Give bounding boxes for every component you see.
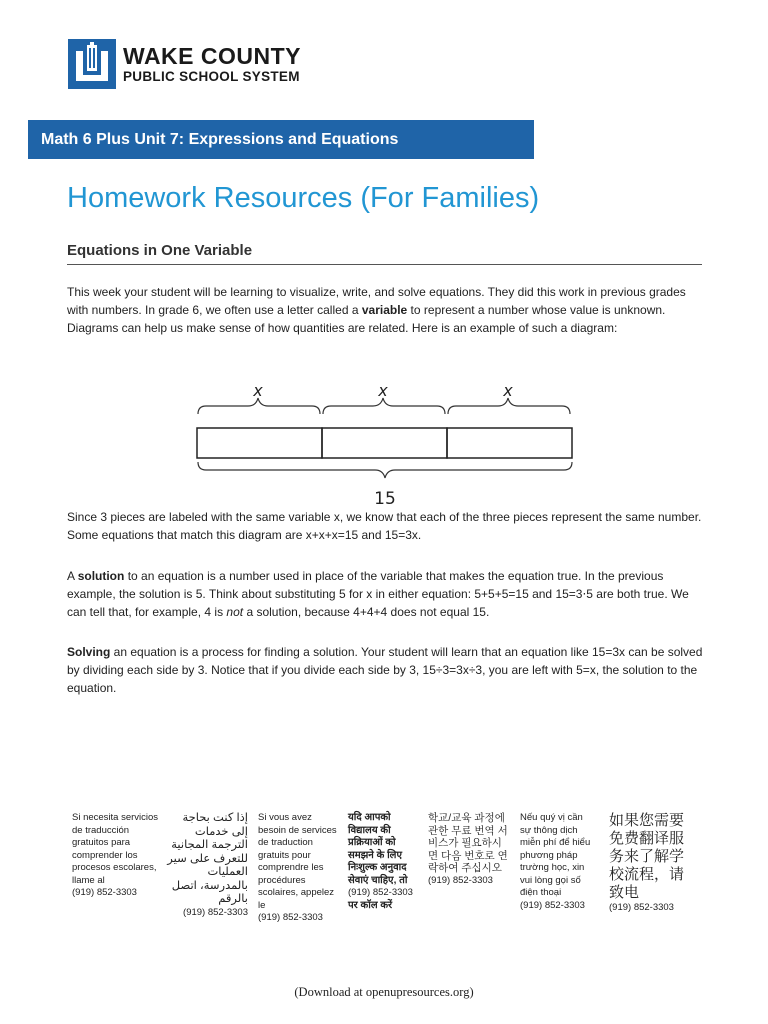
logo-subtitle: PUBLIC SCHOOL SYSTEM [123, 68, 300, 84]
term-variable: variable [361, 303, 408, 317]
translation-spanish: Si necesita servicios de traducción gratuitos para comprender los procesos escolares, llame al (919) 852-3303 [72, 812, 159, 898]
piece-label-2: x [378, 381, 388, 400]
translation-french: Si vous avez besoin de services de traduction gratuits pour comprendre les procédures scolaires, appelez le (919) 852-3303 [258, 812, 337, 923]
logo-name: WAKE COUNTY [123, 42, 301, 69]
since-paragraph: Since 3 pieces are labeled with the same variable x, we know that each of the three pieces represent the same number. Some equations that match this diagram are x+x+x=15 and 15=3x. [67, 510, 702, 542]
tape-diagram [190, 378, 580, 508]
unit-banner: Math 6 Plus Unit 7: Expressions and Equations [28, 120, 534, 159]
piece-label-3: x [503, 381, 513, 400]
section-divider [67, 264, 702, 265]
translation-chinese: 如果您需要免费翻译服务来了解学校流程，请致电 (919) 852-3303 [609, 812, 685, 913]
top-brace-3 [448, 398, 570, 414]
translation-korean: 학교/교육 과정에 관한 무료 번역 서비스가 필요하시면 다음 번호로 연락하여 주십시오 (919) 852-3303 [428, 812, 508, 886]
intro-paragraph: This week your student will be learning to visualize, write, and solve equations. They did this work in previous grades with numbers. In grade 6, we often use a letter called a variable to represent a number whose value is unknown. Diagrams can help us make sense of how quantities are related. Here is an example of such a diagram: [67, 285, 686, 335]
download-note: (Download at openupresources.org) [294, 985, 474, 999]
term-solving: Solving [67, 645, 111, 659]
term-solution: solution [77, 569, 125, 583]
solution-paragraph: A solution to an equation is a number used in place of the variable that makes the equation true. In the previous example, the solution is 5. Think about substituting 5 for x in either equation: 5+5+5=15 and 15=3⋅5 are both true. We can tell that, for example, 4 is not a solution, because 4+4+4 does not equal 15. [67, 569, 689, 619]
district-logo [68, 39, 301, 89]
section-heading: Equations in One Variable [67, 242, 253, 259]
translation-vietnamese: Nếu quý vị cần sự thông dịch miễn phí để hiểu phương pháp trường học, xin vui lòng gọi số điện thoại (919) 852-3303 [520, 812, 591, 911]
tape-piece-2 [322, 428, 447, 458]
solving-paragraph: Solving an equation is a process for finding a solution. Your student will learn that an equation like 15=3x can be solved by dividing each side by 3. Notice that if you divide each side by 3, 15÷3=3x÷3, you are left with 5=x, the solution to the equation. [67, 645, 703, 695]
piece-label-1: x [253, 381, 263, 400]
translation-hindi: यदि आपको विद्यालय की प्रक्रियाओं को समझने के लिए निःशुल्क अनुवाद सेवाएं चाहिए, तो (919) 852-3303 पर कॉल करें [348, 812, 413, 911]
total-label: 15 [374, 489, 396, 508]
top-brace-1 [198, 398, 320, 414]
top-brace-2 [323, 398, 445, 414]
tape-piece-1 [197, 428, 322, 458]
school-building-icon [68, 39, 116, 89]
page-title: Homework Resources (For Families) [67, 182, 540, 214]
bottom-brace [198, 462, 572, 478]
tape-piece-3 [447, 428, 572, 458]
translation-arabic: إذا كنت بحاجة إلى خدمات الترجمة المجانية للتعرف على سير العمليات بالمدرسة، اتصل بالرقم (919) 852-3303 [167, 812, 248, 918]
